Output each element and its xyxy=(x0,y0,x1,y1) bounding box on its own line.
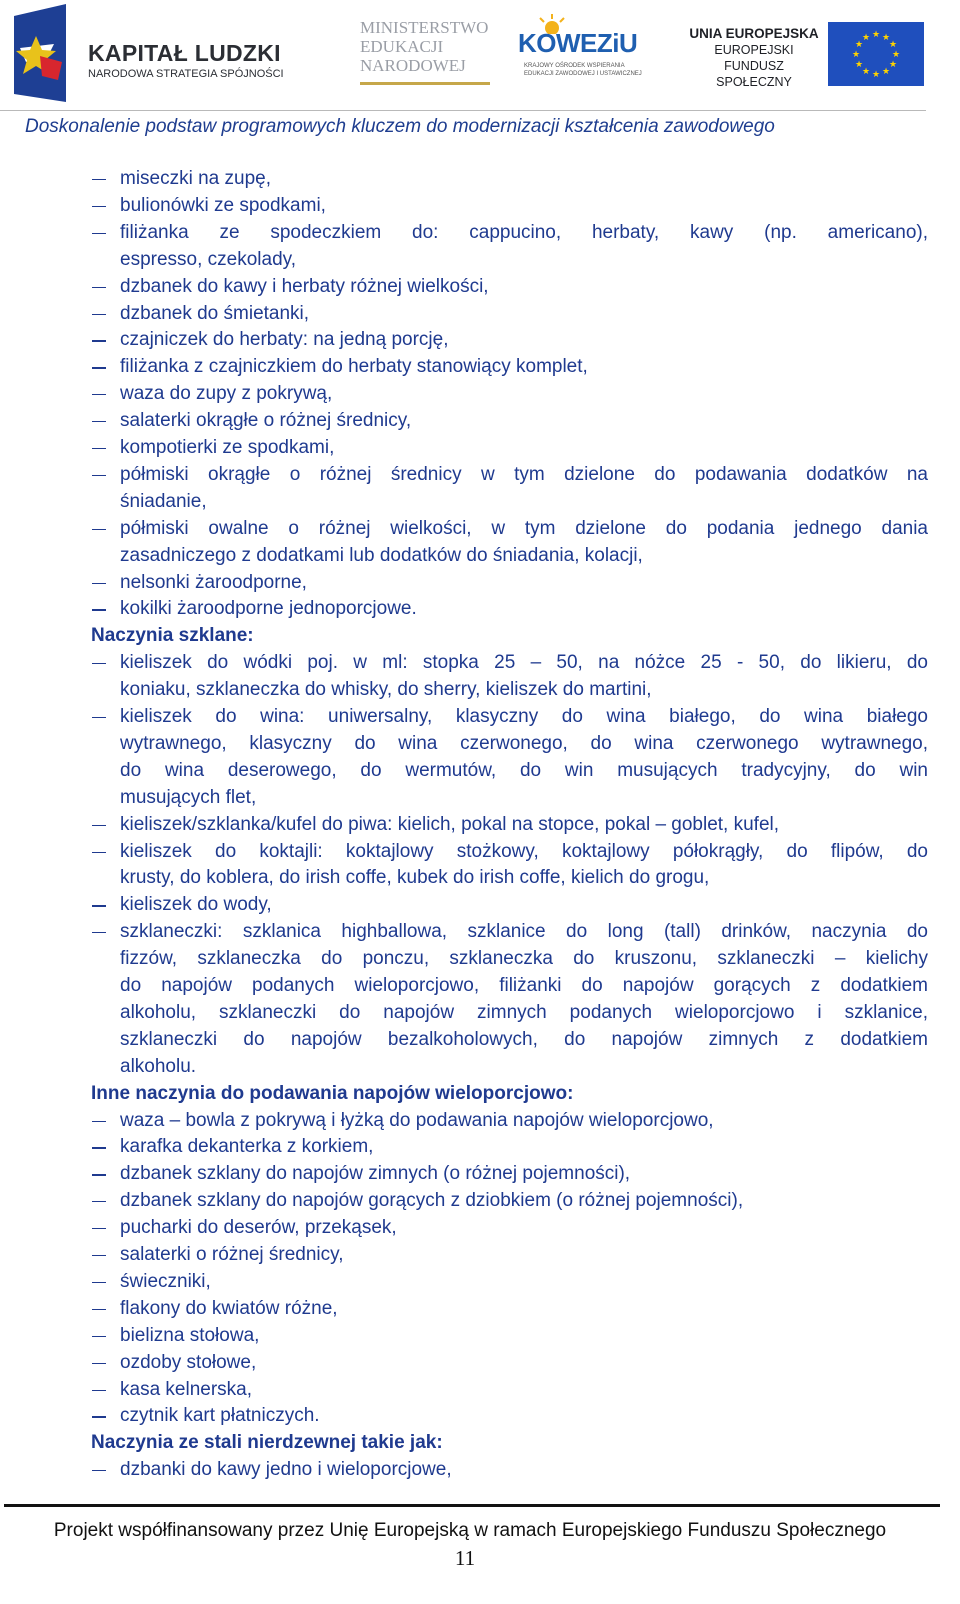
list-item xyxy=(120,1242,928,1269)
list-item xyxy=(120,919,928,1080)
svg-text:★: ★ xyxy=(881,33,891,43)
list-item xyxy=(120,812,928,839)
svg-text:★: ★ xyxy=(871,30,881,40)
footer-text: Projekt współfinansowany przez Unię Europejską w ramach Europejskiego Funduszu Społecznego xyxy=(53,1520,887,1541)
footer-divider xyxy=(4,1504,940,1507)
list-item-line: musujących flet, xyxy=(120,786,257,808)
list-item-line: kieliszek/szklanka/kufel do piwa: kielich, pokal na stopce, pokal – goblet, kufel, xyxy=(120,813,780,835)
eu-flag-icon xyxy=(828,22,924,86)
svg-text:★: ★ xyxy=(851,50,861,60)
list-item xyxy=(120,596,928,623)
list-item-line: bulionówki ze spodkami, xyxy=(120,194,326,216)
list-item-line: nelsonki żaroodporne, xyxy=(120,571,307,593)
eu-logo xyxy=(688,22,938,89)
list-item-line: alkoholu. xyxy=(120,1055,197,1077)
list-item xyxy=(120,166,928,193)
list-item-line: dzbanek do śmietanki, xyxy=(120,302,310,324)
list-item xyxy=(120,570,928,597)
list-item xyxy=(120,1323,928,1350)
page-header xyxy=(0,0,960,112)
koweziu-subtitle-line-1: KRAJOWY OŚRODEK WSPIERANIA xyxy=(524,63,625,69)
list-item-line: kieliszek do wina: uniwersalny, klasyczny do wina białego, do wina białego xyxy=(120,706,928,727)
list-item-line: waza do zupy z pokrywą, xyxy=(120,383,333,405)
ministry-line-3: NARODOWEJ xyxy=(360,56,466,75)
list-item xyxy=(120,1188,928,1215)
list-item-line: półmiski okrągłe o różnej średnicy w tym dzielone do podawania dodatków na xyxy=(120,463,928,485)
svg-text:★: ★ xyxy=(881,67,891,77)
list-item-line: półmiski owalne o różnej wielkości, w tym dzielone do podania jednego dania xyxy=(120,517,928,539)
koweziu-logo xyxy=(518,18,648,88)
list-item-line: kasa kelnerska, xyxy=(120,1378,253,1400)
eu-line-2: EUROPEJSKI xyxy=(714,43,794,57)
kapital-ludzki-subtitle: NARODOWA STRATEGIA SPÓJNOŚCI xyxy=(88,68,284,80)
list-item xyxy=(120,1377,928,1404)
list-item xyxy=(120,1296,928,1323)
list-item-line: salaterki okrągłe o różnej średnicy, xyxy=(120,410,412,432)
list-item-line: flakony do kwiatów różne, xyxy=(120,1297,338,1319)
list-item-line: czytnik kart płatniczych. xyxy=(120,1405,320,1427)
list-item-line: dzbanek szklany do napojów gorących z dziobkiem (o różnej pojemności), xyxy=(120,1190,744,1212)
eu-line-1: UNIA EUROPEJSKA xyxy=(689,26,819,41)
svg-text:★: ★ xyxy=(854,40,864,50)
list-item-line: do wina deserowego, do wermutów, do win musujących tradycyjny, do win xyxy=(120,759,928,781)
list-item xyxy=(120,516,928,570)
list-item-line: świeczniki, xyxy=(120,1270,211,1292)
list-item xyxy=(120,704,928,812)
list-item xyxy=(120,274,928,301)
document-title: Doskonalenie podstaw programowych kluczem do modernizacji kształcenia zawodowego xyxy=(25,116,775,137)
list-item-line: szklaneczki do napojów bezalkoholowych, do napojów zimnych z dodatkiem xyxy=(120,1028,928,1050)
list-item xyxy=(120,327,928,354)
list-item-line: filiżanka ze spodeczkiem do: cappucino, herbaty, kawy (np. americano), xyxy=(120,221,928,243)
svg-text:★: ★ xyxy=(891,50,901,60)
list-item-line: miseczki na zupę, xyxy=(120,168,272,189)
list-item xyxy=(120,1161,928,1188)
list-item-line: krusty, do koblera, do irish coffe, kubek do irish coffe, kielich do grogu, xyxy=(120,867,710,889)
list-item xyxy=(120,381,928,408)
list-item xyxy=(120,462,928,516)
svg-text:★: ★ xyxy=(854,60,864,70)
header-divider xyxy=(0,110,926,111)
list-item-line: wytrawnego, klasyczny do wina czerwonego, do wina czerwonego wytrawnego, xyxy=(120,732,928,754)
kapital-ludzki-title: KAPITAŁ LUDZKI xyxy=(88,40,281,66)
list-item-line: zasadniczego z dodatkami lub dodatków do śniadania, kolacji, xyxy=(120,544,643,566)
kapital-ludzki-logo xyxy=(6,4,306,104)
list-item-line: salaterki o różnej średnicy, xyxy=(120,1244,344,1265)
svg-text:★: ★ xyxy=(888,40,898,50)
list-item-line: kieliszek do wody, xyxy=(120,894,272,916)
list-item xyxy=(120,1134,928,1161)
ministry-rule xyxy=(360,82,490,85)
ministry-logo xyxy=(360,18,500,98)
koweziu-subtitle-line-2: EDUKACJI ZAWODOWEJ I USTAWICZNEJ xyxy=(524,71,642,77)
list-item-line: dzbanek szklany do napojów zimnych (o różnej pojemności), xyxy=(120,1163,631,1185)
list-item xyxy=(120,1457,928,1484)
list-item-line: kieliszek do koktajli: koktajlowy stożkowy, koktajlowy półokrągły, do flipów, do xyxy=(120,840,928,862)
list-item xyxy=(120,220,928,274)
list-item-line: filiżanka z czajniczkiem do herbaty stanowiący komplet, xyxy=(120,356,588,378)
list-item-line: pucharki do deserów, przekąsek, xyxy=(120,1217,397,1239)
svg-text:★: ★ xyxy=(861,67,871,77)
list-item xyxy=(120,354,928,381)
list-item-line: dzbanek do kawy i herbaty różnej wielkości, xyxy=(120,275,489,297)
ministry-line-2: EDUKACJI xyxy=(360,37,444,56)
eu-line-3: FUNDUSZ SPOŁECZNY xyxy=(716,59,792,89)
svg-text:★: ★ xyxy=(871,70,881,80)
list-item-line: czajniczek do herbaty: na jedną porcję, xyxy=(120,329,449,351)
list-item-line: koniaku, szklaneczka do whisky, do sherry, kieliszek do martini, xyxy=(120,679,652,701)
eu-text xyxy=(688,26,820,90)
list-item xyxy=(120,193,928,220)
koweziu-subtitle xyxy=(524,62,642,78)
list-item-line: szklaneczki: szklanica highballowa, szklanice do long (tall) drinków, naczynia do xyxy=(120,921,928,943)
list-item-line: kokilki żaroodporne jednoporcjowe. xyxy=(120,598,417,620)
ministry-line-1: MINISTERSTWO xyxy=(360,18,489,37)
list-item-line: alkoholu, szklaneczki do napojów zimnych podanych wieloporcjowo i szklanice, xyxy=(120,1001,928,1023)
list-item-line: karafka dekanterka z korkiem, xyxy=(120,1136,374,1158)
list-item xyxy=(120,650,928,704)
list-item-line: dzbanki do kawy jedno i wieloporcjowe, xyxy=(120,1459,452,1481)
section-heading-glass: Naczynia szklane: xyxy=(91,625,254,647)
list-item xyxy=(120,1350,928,1377)
list-item-line: fizzów, szklaneczka do ponczu, szklaneczka do kruszonu, szklaneczki – kielichy xyxy=(120,948,928,970)
list-item xyxy=(120,1269,928,1296)
kapital-ludzki-emblem-icon xyxy=(6,4,84,102)
section-heading-steel: Naczynia ze stali nierdzewnej takie jak: xyxy=(91,1432,443,1454)
list-item-line: kieliszek do wódki poj. w ml: stopka 25 – 50, na nóżce 25 - 50, do likieru, do xyxy=(120,652,928,674)
list-item xyxy=(120,1108,928,1135)
svg-text:★: ★ xyxy=(888,60,898,70)
list-item xyxy=(120,301,928,328)
list-item-line: waza – bowla z pokrywą i łyżką do podawania napojów wieloporcjowo, xyxy=(120,1109,714,1131)
list-item xyxy=(120,839,928,893)
list-item-line: śniadanie, xyxy=(120,490,207,512)
list-item xyxy=(120,408,928,435)
section-heading-multi: Inne naczynia do podawania napojów wieloporcjowo: xyxy=(91,1082,574,1104)
page-number: 11 xyxy=(454,1546,476,1570)
list-item-line: espresso, czekolady, xyxy=(120,248,297,270)
list-item-line: kompotierki ze spodkami, xyxy=(120,437,335,458)
svg-text:★: ★ xyxy=(861,33,871,43)
list-item-line: bielizna stołowa, xyxy=(120,1324,260,1346)
list-item xyxy=(120,1215,928,1242)
list-item xyxy=(120,1403,928,1430)
list-item xyxy=(120,892,928,919)
list-item-line: do napojów podanych wieloporcjowo, filiżanki do napojów gorących z dodatkiem xyxy=(120,974,928,996)
list-item-line: ozdoby stołowe, xyxy=(120,1351,257,1373)
koweziu-name: KOWEZiU xyxy=(518,28,638,58)
list-item xyxy=(120,435,928,462)
